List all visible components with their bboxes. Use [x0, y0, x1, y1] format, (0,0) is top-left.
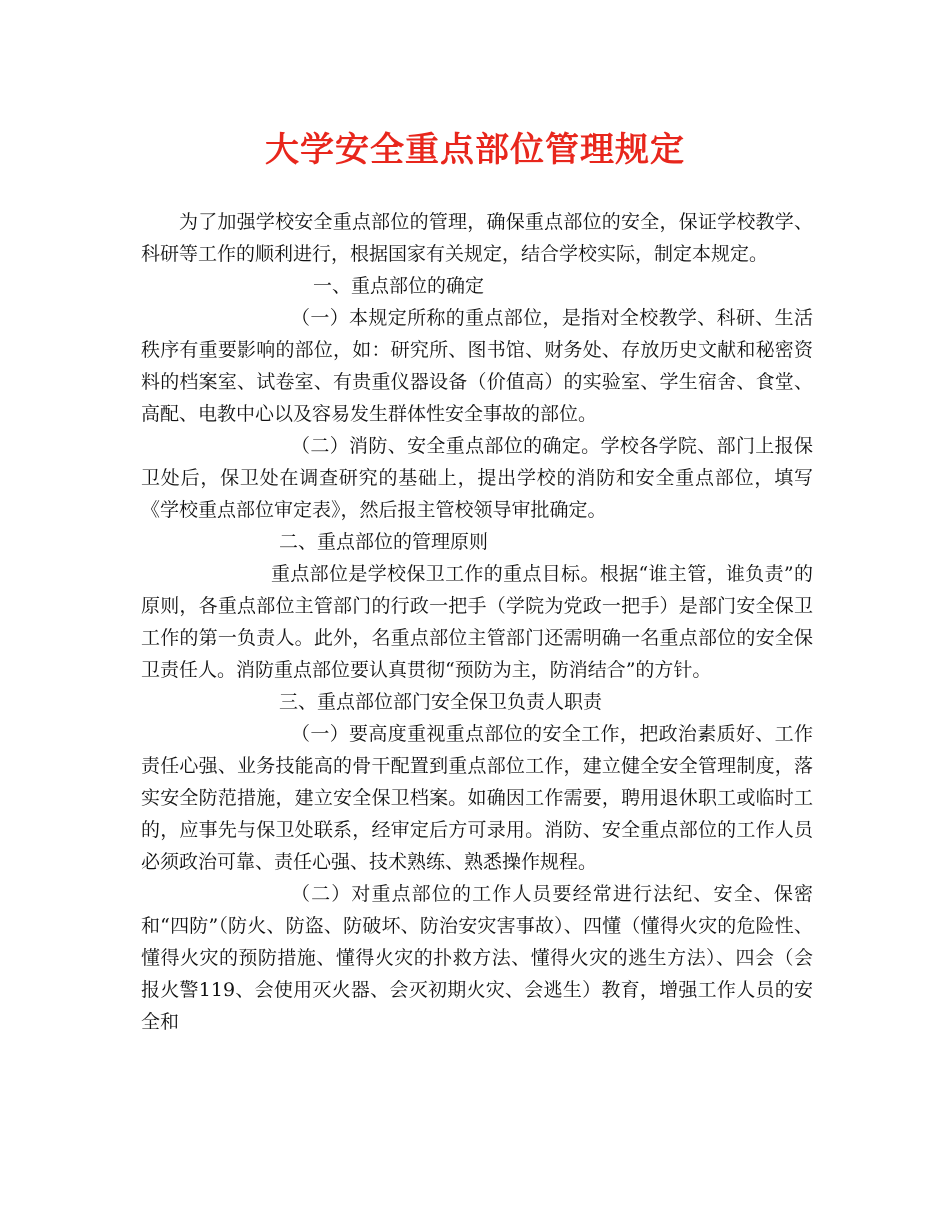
paragraph-1-2: （二）消防、安全重点部位的确定。学校各学院、部门上报保卫处后，保卫处在调查研究的基础上，提出学校的消防和安全重点部位，填写《学校重点部位审定表》，然后报主管校领导审批确定。	[141, 435, 813, 521]
section-heading-3: 三、重点部位部门安全保卫负责人职责	[279, 691, 603, 713]
paragraph-3-1: （一）要高度重视重点部位的安全工作，把政治素质好、工作责任心强、业务技能高的骨干配置到重点部位工作，建立健全安全管理制度，落实安全防范措施，建立安全保卫档案。如确因工作需要，聘用退休职工或临时工的，应事先与保卫处联系，经审定后方可录用。消防、安全重点部位的工作人员必须政治可靠、责任心强、技术熟练、熟悉操作规程。	[141, 723, 813, 873]
section-heading-2: 二、重点部位的管理原则	[279, 531, 489, 553]
paragraph-2: 重点部位是学校保卫工作的重点目标。根据“谁主管，谁负责”的原则，各重点部位主管部门的行政一把手（学院为党政一把手）是部门安全保卫工作的第一负责人。此外，名重点部位主管部门还需明确一名重点部位的安全保卫责任人。消防重点部位要认真贯彻“预防为主，防消结合”的方针。	[141, 563, 813, 681]
section-heading-1: 一、重点部位的确定	[313, 275, 485, 297]
paragraph-1-1: （一）本规定所称的重点部位，是指对全校教学、科研、生活秩序有重要影响的部位，如：研究所、图书馆、财务处、存放历史文献和秘密资料的档案室、试卷室、有贵重仪器设备（价值高）的实验室、学生宿舍、食堂、高配、电教中心以及容易发生群体性安全事故的部位。	[141, 307, 813, 425]
paragraph-3-2: （二）对重点部位的工作人员要经常进行法纪、安全、保密和“四防”（防火、防盗、防破坏、防治安灾害事故）、四懂（懂得火灾的危险性、懂得火灾的预防措施、懂得火灾的扑救方法、懂得火灾的逃生方法）、四会（会报火警119、会使用灭火器、会灭初期火灾、会逃生）教育，增强工作人员的安全和	[141, 883, 813, 1033]
document-body	[141, 206, 813, 1038]
intro-paragraph: 为了加强学校安全重点部位的管理，确保重点部位的安全，保证学校教学、科研等工作的顺利进行，根据国家有关规定，结合学校实际，制定本规定。	[141, 211, 813, 265]
document-title: 大学安全重点部位管理规定	[265, 130, 685, 170]
